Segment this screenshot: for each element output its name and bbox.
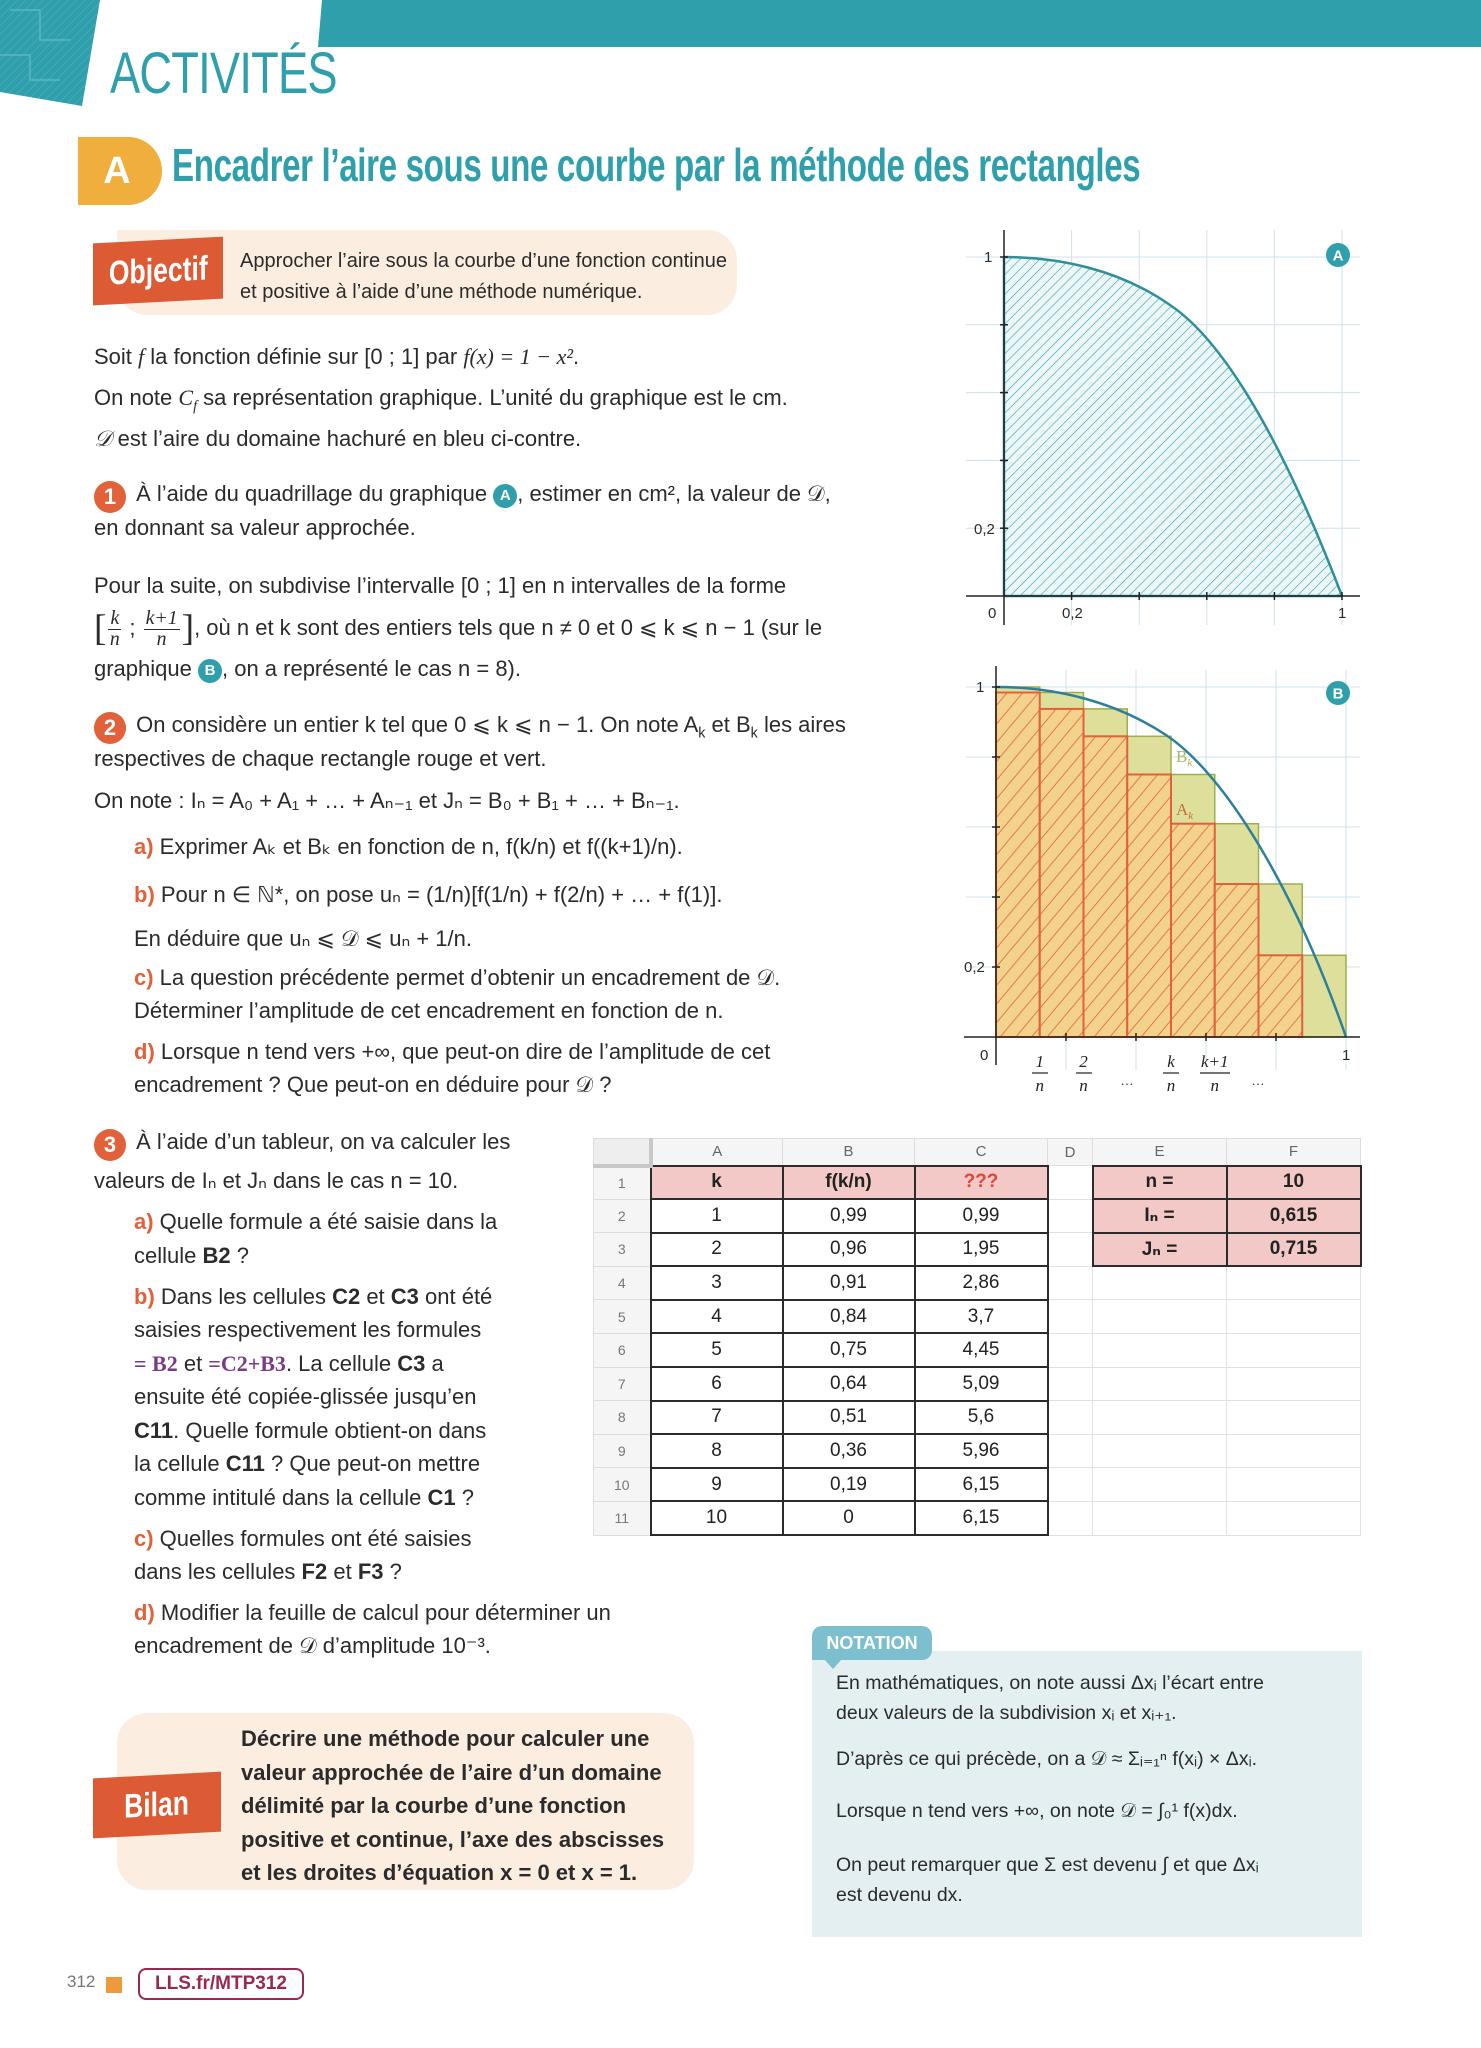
ak-label: $A_k$ bbox=[1176, 800, 1194, 822]
svg-text:n: n bbox=[1079, 1076, 1088, 1095]
sheet-row: 2 1 0,99 0,99 Iₙ = 0,615 bbox=[594, 1199, 1361, 1233]
footer-link[interactable]: LLS.fr/MTP312 bbox=[138, 1968, 304, 2000]
question-3d-line-2: encadrement de 𝒟 d’amplitude 10⁻³. bbox=[134, 1633, 491, 1658]
activity-title: Encadrer l’aire sous une courbe par la méthode des rectangles bbox=[172, 139, 1141, 191]
cell-d1[interactable] bbox=[1048, 1166, 1093, 1200]
graph-b-y-label-02: 0,2 bbox=[964, 959, 985, 976]
col-header-c[interactable]: C bbox=[915, 1139, 1048, 1166]
graph-b-y-label-1: 1 bbox=[976, 679, 985, 696]
objectif-text: Approcher l’aire sous la courbe d’une fonction continue et positive à l’aide d’une méthode numérique. bbox=[240, 250, 727, 303]
cell-e1[interactable]: n = bbox=[1093, 1166, 1227, 1200]
question-2: 2 On considère un entier k tel que 0 ⩽ k ⩽ n − 1. On note $A_k$ et $B_k$ les aires bbox=[94, 704, 846, 754]
question-3b-line-2: saisies respectivement les formules bbox=[134, 1317, 482, 1342]
question-2c-line-2: Déterminer l’amplitude de cet encadrement en fonction de n. bbox=[134, 998, 724, 1023]
question-2d: d) Lorsque n tend vers +∞, que peut-on dire de l’amplitude de cet bbox=[134, 1039, 771, 1064]
cell-f3[interactable]: 0,715 bbox=[1227, 1233, 1361, 1267]
question-3b-line-3: = B2 et =C2+B3. La cellule C3 a bbox=[134, 1351, 444, 1376]
intro-line-3: 𝒟 est l’aire du domaine hachuré en bleu ci-contre. bbox=[94, 426, 582, 451]
question-3a-line-2: cellule B2 ? bbox=[134, 1243, 249, 1268]
section-title: ACTIVITÉS bbox=[110, 41, 337, 106]
question-2a: a) Exprimer Aₖ et Bₖ en fonction de n, f(k/n) et f((k+1)/n). bbox=[134, 834, 683, 859]
cell-e3[interactable]: Jₙ = bbox=[1093, 1233, 1227, 1267]
bilan-text: Décrire une méthode pour calculer une valeur approchée de l’aire d’un domaine délimité par la courbe d’une fonction positive et continue, l’axe des abscisses et les droites d’équation x = 0 et x = 1. bbox=[241, 1726, 665, 1885]
question-3b-line-4: ensuite été copiée-glissée jusqu’en bbox=[134, 1384, 477, 1409]
svg-text:n: n bbox=[1166, 1076, 1176, 1095]
col-header-a[interactable]: A bbox=[651, 1139, 783, 1166]
question-2-line-2: respectives de chaque rectangle rouge et vert. bbox=[94, 746, 547, 771]
activity-letter-badge: A bbox=[78, 137, 162, 205]
cell-e2[interactable]: Iₙ = bbox=[1093, 1199, 1227, 1233]
subdivision-line-2: [ $\frac{k}{n}$ ; $\frac{k+1}{n}$ ], où n et k sont des entiers tels que n ≠ 0 et 0 ⩽ k ⩽ n − 1 (sur le bbox=[94, 606, 823, 650]
question-number-badge: 1 bbox=[94, 481, 126, 513]
svg-text:k: k bbox=[1167, 1052, 1175, 1071]
page-number: 312 bbox=[67, 1972, 96, 1991]
svg-text:…: … bbox=[1251, 1073, 1265, 1088]
question-1: 1 À l’aide du quadrillage du graphique A , estimer en cm², la valeur de 𝒟, bbox=[94, 473, 831, 515]
question-2b-line-2: En déduire que uₙ ⩽ 𝒟 ⩽ uₙ + 1/n. bbox=[134, 926, 472, 951]
svg-text:A: A bbox=[1332, 247, 1344, 265]
question-3a: a) Quelle formule a été saisie dans la bbox=[134, 1209, 498, 1234]
page-marker-square bbox=[106, 1977, 122, 1993]
question-2-line-3: On note : Iₙ = A₀ + A₁ + … + Aₙ₋₁ et Jₙ = B₀ + B₁ + … + Bₙ₋₁. bbox=[94, 788, 680, 813]
intro-line-1: Soit f la fonction définie sur [0 ; 1] par f(x) = 1 − x². bbox=[94, 344, 580, 369]
svg-text:…: … bbox=[1120, 1073, 1134, 1088]
question-3c-line-2: dans les cellules F2 et F3 ? bbox=[134, 1559, 402, 1584]
notation-text: En mathématiques, on note aussi Δxᵢ l’écart entre deux valeurs de la subdivision xᵢ et xᵢ₊₁. D’après ce qui précède, on a 𝒟 ≈ Σᵢ₌₁ⁿ f(xᵢ) × Δxᵢ. Lorsque n tend vers +∞, on note 𝒟 = ∫₀¹ f(x)dx. On peut remarquer que Σ est devenu ∫ et que Δxᵢ est devenu dx. bbox=[836, 1672, 1264, 1906]
graph-b-x-label-0: 0 bbox=[980, 1047, 989, 1064]
graph-b-ref-badge: B bbox=[198, 659, 222, 683]
col-header-f[interactable]: F bbox=[1227, 1139, 1361, 1166]
question-2d-line-2: encadrement ? Que peut-on en déduire pour 𝒟 ? bbox=[134, 1072, 612, 1097]
question-number-badge: 2 bbox=[94, 712, 126, 744]
sheet-row: 7 6 0,64 5,09 bbox=[594, 1367, 1361, 1401]
graph-a-x-label-1: 1 bbox=[1338, 605, 1347, 622]
graph-a-ref-badge: A bbox=[493, 484, 517, 508]
sheet-row: 8 7 0,51 5,6 bbox=[594, 1401, 1361, 1435]
spreadsheet bbox=[593, 1138, 1362, 1536]
svg-text:k+1: k+1 bbox=[1200, 1052, 1229, 1071]
graph-a-x-label-02: 0,2 bbox=[1062, 605, 1083, 622]
subdivision-line-1: Pour la suite, on subdivise l’intervalle [0 ; 1] en n intervalles de la forme bbox=[94, 573, 787, 598]
col-header-d[interactable]: D bbox=[1048, 1139, 1093, 1166]
svg-text:1: 1 bbox=[1035, 1052, 1044, 1071]
question-3d: d) Modifier la feuille de calcul pour déterminer un bbox=[134, 1600, 611, 1625]
sheet-corner[interactable] bbox=[594, 1139, 651, 1166]
cell-a1[interactable]: k bbox=[651, 1166, 783, 1200]
question-3b: b) Dans les cellules C2 et C3 ont été bbox=[134, 1284, 493, 1309]
svg-text:B: B bbox=[1332, 685, 1344, 703]
notation-tab: NOTATION bbox=[812, 1626, 932, 1660]
sheet-row: 3 2 0,96 1,95 Jₙ = 0,715 bbox=[594, 1233, 1361, 1267]
subdivision-line-3: graphique B , on a représenté le cas n = 8). bbox=[94, 656, 521, 681]
graph-b bbox=[940, 660, 1370, 1110]
question-number-badge: 3 bbox=[94, 1129, 126, 1161]
col-header-e[interactable]: E bbox=[1093, 1139, 1227, 1166]
cell-f1[interactable]: 10 bbox=[1227, 1166, 1361, 1200]
graph-a bbox=[940, 230, 1370, 630]
question-3-line-2: valeurs de Iₙ et Jₙ dans le cas n = 10. bbox=[94, 1168, 459, 1193]
graph-a-y-label-1: 1 bbox=[984, 249, 993, 266]
question-3b-line-6: la cellule C11 ? Que peut-on mettre bbox=[134, 1451, 481, 1476]
svg-text:n: n bbox=[1035, 1076, 1044, 1095]
graph-a-x-label-0: 0 bbox=[988, 605, 997, 622]
cell-b1[interactable]: f(k/n) bbox=[783, 1166, 915, 1200]
sheet-row: 5 4 0,84 3,7 bbox=[594, 1300, 1361, 1334]
question-3c: c) Quelles formules ont été saisies bbox=[134, 1526, 472, 1551]
svg-text:2: 2 bbox=[1079, 1052, 1088, 1071]
objectif-label: Objectif bbox=[93, 237, 223, 306]
question-3b-line-5: C11. Quelle formule obtient-on dans bbox=[134, 1418, 487, 1443]
question-2c: c) La question précédente permet d’obtenir un encadrement de 𝒟. bbox=[134, 965, 781, 990]
col-header-b[interactable]: B bbox=[783, 1139, 915, 1166]
graph-b-x-label-1: 1 bbox=[1342, 1047, 1351, 1064]
sheet-row: 9 8 0,36 5,96 bbox=[594, 1434, 1361, 1468]
cell-c1[interactable]: ??? bbox=[915, 1166, 1048, 1200]
sheet-row: 10 9 0,19 6,15 bbox=[594, 1468, 1361, 1502]
cell-f2[interactable]: 0,615 bbox=[1227, 1199, 1361, 1233]
intro-line-2: On note $C_f$ sa représentation graphique. L’unité du graphique est le cm. bbox=[94, 385, 788, 415]
svg-text:n: n bbox=[1210, 1076, 1219, 1095]
question-1-cont: en donnant sa valeur approchée. bbox=[94, 515, 416, 540]
bilan-label: Bilan bbox=[93, 1772, 221, 1839]
question-2b: b) Pour n ∈ ℕ*, on pose uₙ = (1/n)[f(1/n) + f(2/n) + … + f(1)]. bbox=[134, 882, 723, 907]
sheet-row: 4 3 0,91 2,86 bbox=[594, 1266, 1361, 1300]
graph-a-y-label-02: 0,2 bbox=[974, 521, 995, 538]
bk-label: $B_k$ bbox=[1176, 747, 1193, 769]
question-3: 3 À l’aide d’un tableur, on va calculer les bbox=[94, 1121, 510, 1163]
sheet-row: 1 k f(k/n) ??? n = 10 bbox=[594, 1166, 1361, 1200]
question-3b-line-7: comme intitulé dans la cellule C1 ? bbox=[134, 1485, 474, 1510]
sheet-row: 6 5 0,75 4,45 bbox=[594, 1333, 1361, 1367]
sheet-row: 11 10 0 6,15 bbox=[594, 1501, 1361, 1535]
